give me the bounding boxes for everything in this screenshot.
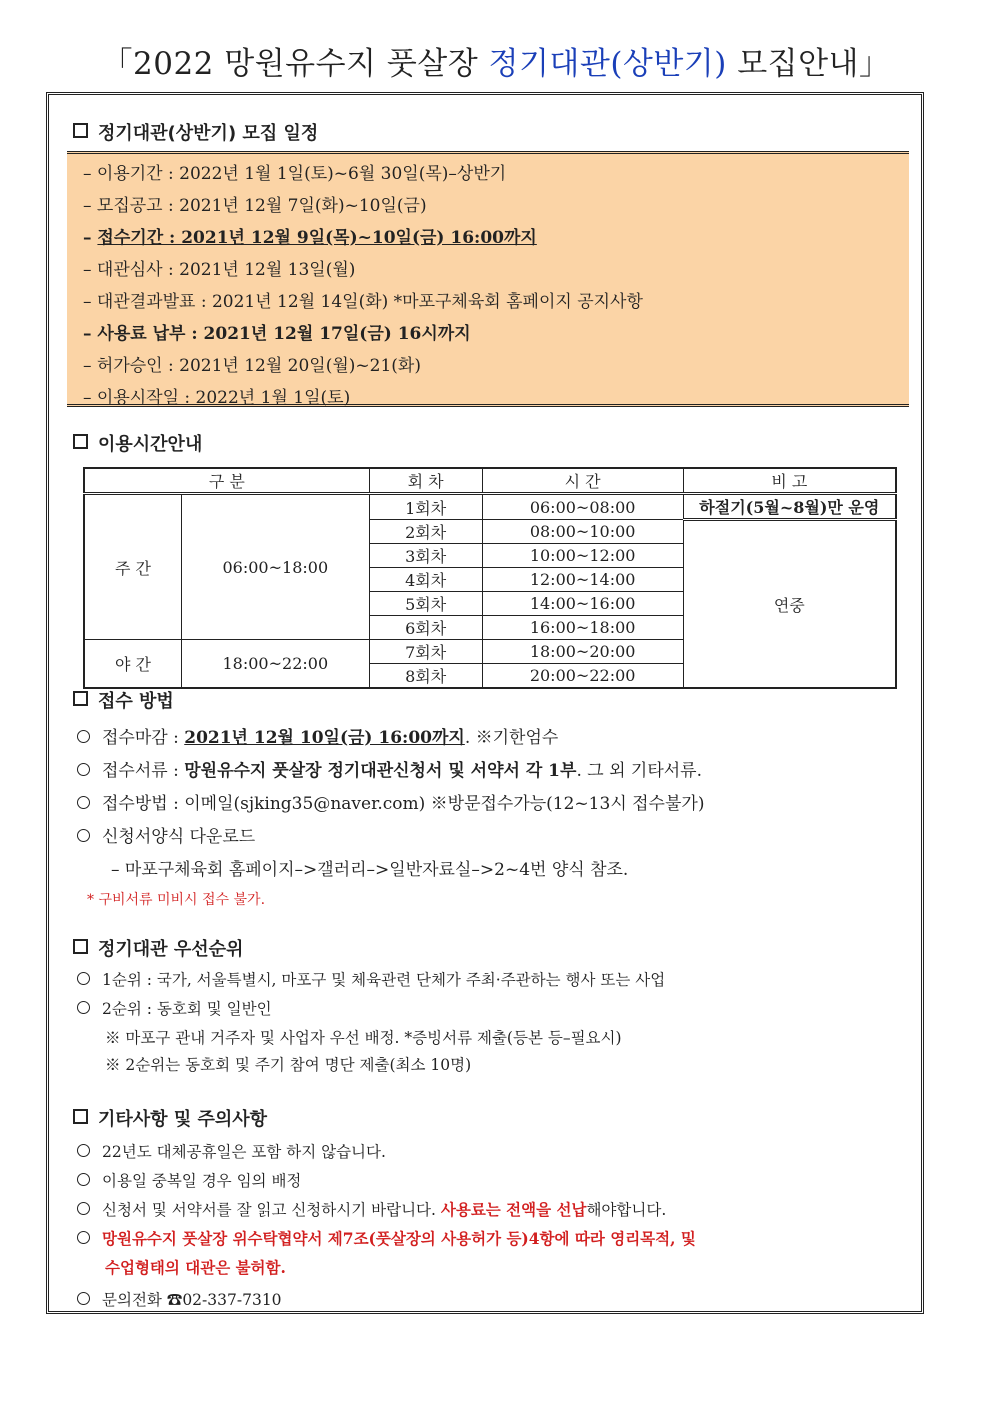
session-cell: 4회차 [369,568,482,592]
apply-download: 신청서양식 다운로드 [77,822,255,847]
etc-item: 22년도 대체공휴일은 포함 하지 않습니다. [77,1140,386,1162]
hours-heading: 이용시간안내 [73,430,202,456]
apply-heading: 접수 방법 [73,687,174,713]
time-cell: 14:00~16:00 [482,592,683,616]
priority-heading: 정기대관 우선순위 [73,935,243,961]
schedule-item: – 이용기간 : 2022년 1월 1일(토)~6월 30일(목)–상반기 [83,164,507,184]
apply-method: 접수방법 : 이메일(sjking35@naver.com) ※방문접수가능(12~13시 접수불가) [77,789,704,814]
time-cell: 10:00~12:00 [482,544,683,568]
etc-phone: 문의전화 ☎02-337-7310 [77,1288,282,1310]
table-header-row [84,468,896,494]
download-path: – 마포구체육회 홈페이지–>갤러리–>일반자료실–>2~4번 양식 참조. [111,860,629,880]
session-cell: 5회차 [369,592,482,616]
schedule-heading: 정기대관(상반기) 모집 일정 [73,119,318,145]
apply-documents: 접수서류 : 망원유수지 풋살장 정기대관신청서 및 서약서 각 1부. 그 외 기타서류. [77,756,702,781]
circle-bullet-icon [77,829,90,842]
priority-note: ※ 마포구 관내 거주자 및 사업자 우선 배정. *증빙서류 제출(등본 등–필요시) [105,1029,622,1047]
etc-item: 신청서 및 서약서를 잘 읽고 신청하시기 바랍니다. 사용료는 전액을 선납해야합니다. [77,1198,666,1220]
circle-bullet-icon [77,1292,90,1305]
time-cell: 18:00~20:00 [482,640,683,664]
circle-bullet-icon [77,1202,90,1215]
year-note: 연중 [683,520,896,689]
summer-note: 하절기(5월~8월)만 운영 [683,494,896,520]
time-cell: 08:00~10:00 [482,520,683,544]
apply-warning: * 구비서류 미비시 접수 불가. [87,892,266,908]
time-cell: 16:00~18:00 [482,616,683,640]
circle-bullet-icon [77,1144,90,1157]
header-cell: 구 분 [84,468,369,494]
time-cell: 06:00~08:00 [482,494,683,520]
time-cell: 20:00~22:00 [482,664,683,689]
page-title [0,38,992,83]
title-part1: 「2022 망원유수지 풋살장 [101,46,489,82]
schedule-item: – 접수기간 : 2021년 12월 9일(목)~10일(금) 16:00까지 [83,228,537,248]
session-cell: 6회차 [369,616,482,640]
circle-bullet-icon [77,1001,90,1014]
night-range: 18:00~22:00 [182,640,370,689]
priority-second: 2순위 : 동호회 및 일반인 [77,997,272,1019]
schedule-item: – 허가승인 : 2021년 12월 20일(월)~21(화) [83,356,421,376]
checkbox-square-icon [73,939,88,954]
circle-bullet-icon [77,1231,90,1244]
schedule-item: – 대관결과발표 : 2021년 12월 14일(화) *마포구체육회 홈페이지 공지사항 [83,292,643,312]
etc-warning: 망원유수지 풋살장 위수탁협약서 제7조(풋살장의 사용허가 등)4항에 따라 영리목적, 및 [77,1227,696,1249]
day-range: 06:00~18:00 [182,494,370,640]
header-cell: 시 간 [482,468,683,494]
session-cell: 2회차 [369,520,482,544]
table-row [84,494,896,520]
priority-note: ※ 2순위는 동호회 및 주기 참여 명단 제출(최소 10명) [105,1056,472,1074]
schedule-box [67,151,909,407]
title-highlight: 정기대관(상반기) [488,46,727,82]
etc-warning-cont: 수업형태의 대관은 불허함. [105,1258,286,1277]
hours-table [83,467,897,689]
etc-heading: 기타사항 및 주의사항 [73,1105,267,1131]
content-frame [46,92,924,1314]
checkbox-square-icon [73,691,88,706]
session-cell: 8회차 [369,664,482,689]
schedule-item: – 대관심사 : 2021년 12월 13일(월) [83,260,356,280]
header-cell: 비 고 [683,468,896,494]
circle-bullet-icon [77,1173,90,1186]
schedule-item: – 사용료 납부 : 2021년 12월 17일(금) 16시까지 [83,324,471,344]
session-cell: 7회차 [369,640,482,664]
checkbox-square-icon [73,434,88,449]
priority-first: 1순위 : 국가, 서울특별시, 마포구 및 체육관련 단체가 주최·주관하는 행사 또는 사업 [77,968,665,990]
circle-bullet-icon [77,730,90,743]
circle-bullet-icon [77,796,90,809]
day-label: 주 간 [84,494,182,640]
checkbox-square-icon [73,1109,88,1124]
schedule-item: – 모집공고 : 2021년 12월 7일(화)~10일(금) [83,196,427,216]
schedule-item: – 이용시작일 : 2022년 1월 1일(토) [83,388,351,408]
title-part3: 모집안내」 [726,46,891,82]
time-cell: 12:00~14:00 [482,568,683,592]
checkbox-square-icon [73,123,88,138]
circle-bullet-icon [77,972,90,985]
session-cell: 1회차 [369,494,482,520]
night-label: 야 간 [84,640,182,689]
session-cell: 3회차 [369,544,482,568]
etc-item: 이용일 중복일 경우 임의 배정 [77,1169,301,1191]
header-cell: 회 차 [369,468,482,494]
circle-bullet-icon [77,763,90,776]
apply-deadline: 접수마감 : 2021년 12월 10일(금) 16:00까지. ※기한엄수 [77,723,558,748]
